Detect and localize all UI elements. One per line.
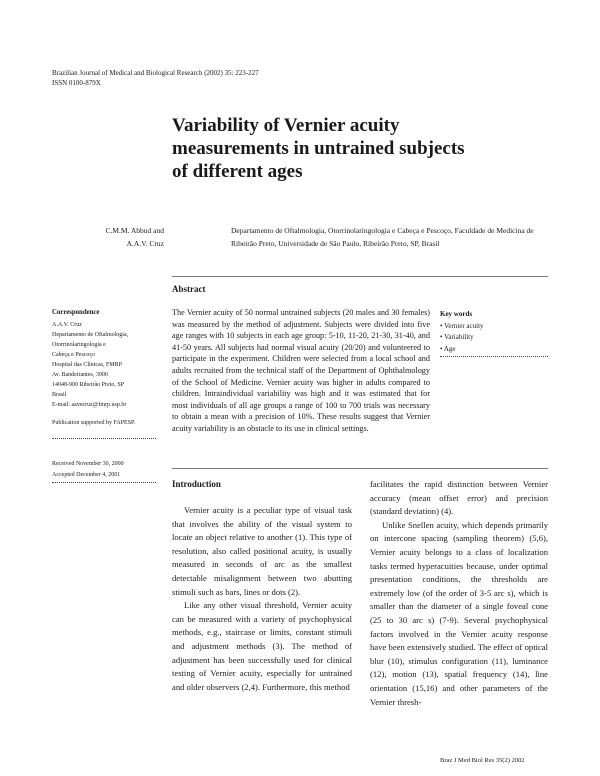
journal-issn: ISSN 0100-879X [52, 79, 101, 87]
body-column-left [172, 504, 352, 694]
dotted-divider [440, 356, 548, 357]
body-column-right [370, 478, 548, 709]
article-title: Variability of Vernier acuity measurements in untrained subjects of different ages [172, 115, 465, 182]
correspondence-heading: Correspondence [52, 309, 100, 316]
journal-citation: Brazilian Journal of Medical and Biological Research (2002) 35: 223-227 [52, 69, 259, 77]
corr-line: 14048-900 Ribeirão Preto, SP [52, 382, 124, 388]
keyword-item: • Age [440, 344, 456, 353]
corr-line: Brasil [52, 392, 67, 398]
corr-line: Cabeça e Pescoço [52, 352, 95, 358]
dotted-divider [52, 438, 156, 439]
accepted-date: Accepted December 4, 2001 [52, 472, 121, 478]
corr-line: Av. Bandeirantes, 3900 [52, 372, 108, 378]
corr-line: Departamento de Oftalmologia, [52, 332, 129, 338]
affiliation: Departamento de Oftalmologia, Otorrinolaringologia e Cabeça e Pescoço, Faculdade de Medicina de Ribeirão Preto, Universidade de São Paulo, Ribeirão Preto, SP, Brasil [231, 226, 534, 248]
page-footer: Braz J Med Biol Res 35(2) 2002 [440, 757, 525, 764]
keyword-item: • Variability [440, 333, 474, 341]
journal-header [52, 68, 259, 88]
keyword-item: • Vernier acuity [440, 321, 484, 330]
divider [172, 468, 548, 469]
divider [172, 276, 548, 277]
dates-block [52, 459, 162, 481]
correspondence-block [52, 308, 162, 428]
paragraph: facilitates the rapid distinction between Vernier accuracy (mean offset error) and precision (standard deviation) (4). [370, 479, 548, 517]
authors [90, 224, 164, 250]
paragraph: Unlike Snellen acuity, which depends primarily on intercone spacing (sampling theorem) (5,6), Vernier acuity belongs to a class of localization tasks termed hyperacuities because, under optimal presentation conditions, the thresholds are extremely low (of the order of 3-5 arc s), which is smaller than the diameter of a single foveal cone (25 to 30 arc s) (7-9). Several psychophysical factors involved in the Vernier acuity response have been extensively studied. The effect of optical blur (10), stimulus configuration (11), luminance (12), motion (13), spatial frequency (14), line orientation (15,16) and other parameters of the Vernier thresh- [370, 519, 548, 707]
abstract-heading: Abstract [172, 284, 206, 294]
keywords-block [440, 309, 550, 355]
corr-email: E-mail: aavecruz@fmrp.usp.br [52, 402, 127, 408]
abstract-text: The Vernier acuity of 50 normal untrained subjects (20 males and 30 females) was measured by the method of adjustment. Subjects were divided into five age ranges with 10 subjects in each age group: 5-10, 11-20, 21-30, 31-40, and 41-50 years. All subjects had normal visual acuity (20/20) and volunteered to participate in the experiment. Children were selected from a local school and adults recruited from the technical staff of the Department of Ophthalmology of the School of Medicine. Vernier acuity was higher in adults compared to children. Intraindividual variability was high and it was estimated that for most individuals of all age groups a range of 100 to 700 trials was necessary to obtain a mean with a precision of 10%. These results suggest that Vernier acuity variability is an obstacle to its use in clinical settings. [172, 308, 430, 433]
funding-note: Publication supported by FAPESP. [52, 420, 136, 426]
corr-line: A.A.V. Cruz [52, 322, 82, 328]
corr-line: Otorrinolaringologia e [52, 342, 106, 348]
corr-line: Hospital das Clínicas, FMRP [52, 362, 123, 368]
received-date: Received November 30, 2000 [52, 461, 124, 467]
dotted-divider [52, 482, 156, 483]
keywords-heading: Key words [440, 310, 473, 318]
paragraph: Vernier acuity is a peculiar type of visual task that involves the ability of the visual system to locate an object relative to another (1). This type of resolution, also called positional acuity, is usually measured in seconds of arc as the smallest detectable misalignment between two abutting stimuli such as bars, lines or dots (2). [172, 505, 352, 597]
author-1: C.M.M. Abbud and [105, 226, 164, 235]
paragraph: Like any other visual threshold, Vernier acuity can be measured with a variety of psychophysical methods, e.g., staircase or limits, constant stimuli and adjustment methods (3). The method of adjustment has been successfully used for clinical testing of Vernier acuity, especially for untrained and older observers (2,4). Furthermore, this method [172, 600, 352, 692]
introduction-heading: Introduction [172, 479, 221, 489]
author-2: A.A.V. Cruz [126, 239, 164, 248]
